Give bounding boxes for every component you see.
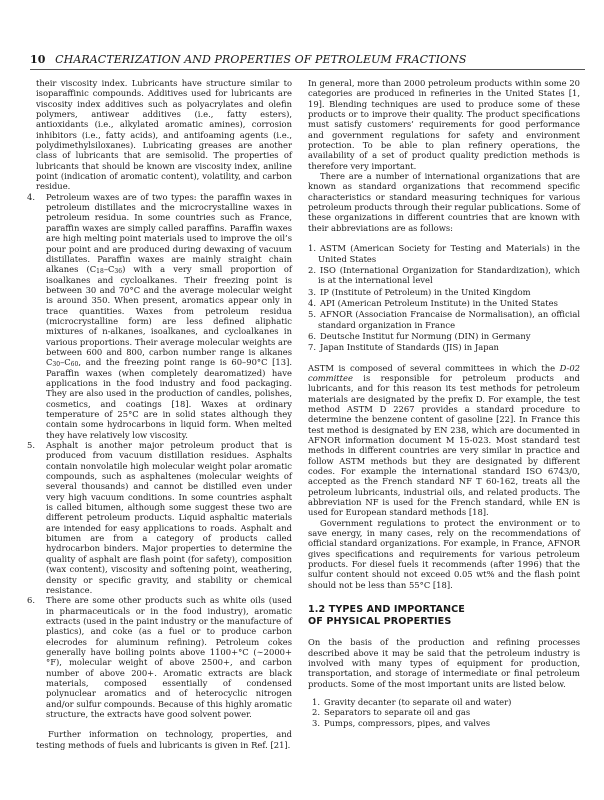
paragraph: In general, more than 2000 petroleum products within some 20 categories are produced in refineries in the United States [1, 19]. Blending techniques are used to produce some of these products or to improve their quality. The product specifications must satisfy customers’ requirements for good performance and government regulations for safety and environment protection. To be able to plan refinery operations, the availability of a set of product quality prediction methods is therefore very important. bbox=[308, 78, 580, 171]
list-item: 6. Deutsche Institut fur Normung (DIN) in Germany bbox=[308, 330, 531, 341]
list-number: 5. bbox=[27, 440, 35, 451]
product-list bbox=[27, 191, 292, 720]
list-number: 6. bbox=[27, 595, 35, 606]
left-column bbox=[27, 78, 292, 760]
list-item: 3. IP (Institute of Petroleum) in the United Kingdom bbox=[308, 286, 531, 297]
list-item bbox=[27, 440, 292, 595]
paragraph: There are a number of international organizations that are known as standard organizations that recommend specific characteristics or standard measuring techniques for various petroleum products through their regular publications. Some of these organizations in different countries that are known with their abbreviations are as follows: bbox=[308, 171, 581, 233]
list-item: 1. ASTM (American Society for Testing and Materials) in the United States bbox=[308, 243, 580, 264]
list-item: 3. Pumps, compressors, pipes, and valves bbox=[312, 717, 490, 728]
list-number: 4. bbox=[27, 191, 35, 202]
right-column bbox=[308, 78, 580, 728]
running-title: CHARACTERIZATION AND PROPERTIES OF PETROLEUM FRACTIONS bbox=[55, 53, 467, 66]
page-number: 10 bbox=[30, 53, 46, 66]
list-item: 4. Petroleum waxes are of two types: the paraffin waxes in petroleum distillates and the microcrystalline waxes in petroleum residua. In some countries such as France, paraffin waxes are simply called paraffins. Paraffin waxes are high melting point materials used to improve the oil’s pour point and are produced during dewaxing of vacuum distillates. Paraffin waxes are mainly straight chain alkanes $(C_{18}-C_{36})$ with a very small proportion of isoalkanes and cycloalkanes. Their freezing point is between 30 and 70°C and the average molecular weight is around 350. When present, aromatics appear only in trace quantities. Waxes from petroleum residua (microcrystalline form) are less defined aliphatic mixtures of n-alkanes, isoalkanes, and cycloalkanes in various proportions. Their average molecular weights are between 600 and 800, carbon number range is alkanes $C_{30}-C_{60}$, and the freezing point range is 60–90°C [13]. Paraffin waxes (when completely dearomatized) have applications in the food industry and food packaging. They are also used in the production of candles, polishes, cosmetics, and coatings [18]. Waxes at ordinary temperature of 25°C are in solid states although they contain some hydrocarbons in liquid form. When melted they have relatively low viscosity. bbox=[27, 191, 292, 440]
header-rule bbox=[30, 69, 585, 70]
list-item: 4. API (American Petroleum Institute) in the United States bbox=[308, 297, 558, 308]
list-item: 2. ISO (International Organization for Standardization), which is at the international level bbox=[308, 264, 580, 286]
lubricants-continuation: their viscosity index. Lubricants have structure similar to isoparaffinic compounds. Additives used for lubricants are viscosity index additives such as polyacrylates and olefin polymers, antiwear additives (i.e., fatty esters), antioxidants (i.e., alkylated aromatic amines), corrosion inhibitors (i.e., fatty acids), and antifoaming agents (i.e., polydimethylsiloxanes). Lubricating greases are another class of lubricants that are semisolid. The properties of lubricants that should be known are viscosity index, aniline point (indication of aromatic content), volatility, and carbon residue. bbox=[36, 78, 292, 192]
running-header bbox=[30, 53, 580, 66]
list-text: There are some other products such as white oils (used in pharmaceuticals or in the food industry), aromatic extracts (used in the paint industry or the manufacture of plastics), and coke (as a fuel or to produce carbon elecrodes for aluminum refining). Petroleum cokes generally have boiling points above 1100+°C (∼2000+°F), molecular weight of above 2500+, and carbon number of above 200+. Aromatic extracts are black materials, composed essentially of condensed polynuclear aromatics and of heterocyclic nitrogen and/or sulfur compounds. Because of this highly aromatic structure, the extracts have good solvent power. bbox=[46, 595, 292, 719]
list-text: Asphalt is another major petroleum product that is produced from vacuum distillation residues. Asphalts contain nonvolatile high molecular weight polar aromatic compounds, such as asphaltenes (molecular weights of several thousands) and cannot be distilled even under very high vacuum conditions. In some countries asphalt is called bitumen, although some suggest these two are different petroleum products. Liquid asphaltic materials are intended for easy applications to roads. Asphalt and bitumen are from a category of products called hydrocarbon binders. Major properties to determine the quality of asphalt are flash point (for safety), composition (wax content), viscosity and softening point, weathering, density or specific gravity, and stability or chemical resistance. bbox=[46, 440, 292, 595]
list-item: 2. Separators to separate oil and gas bbox=[312, 707, 471, 718]
paragraph: ASTM is composed of several committees in which the D-02 committee is responsible for petroleum products and lubricants, and for this reason its test methods for petroleum materials are designated by the prefix D. For example, the test method ASTM D 2267 provides a standard procedure to determine the benzene content of gasoline [22]. In France this test method is designated by EN 238, which are documented in AFNOR information document M 15-023. Most standard test methods in different countries are very similar in practice and follow ASTM methods but they are designated by different codes. For example the international standard ISO 6743/0, accepted as the French standard NF T 60-162, treats all the petroleum lubricants, industrial oils, and related products. The abbreviation NF is used for the French standard, while EN is used for European standard methods [18]. bbox=[308, 362, 580, 518]
closing-paragraph: Further information on technology, properties, and testing methods of fuels and lubricants is given in Ref. [21]. bbox=[36, 729, 292, 750]
section-heading: 1.2 TYPES AND IMPORTANCE OF PHYSICAL PROPERTIES bbox=[308, 604, 465, 627]
units-list bbox=[308, 697, 580, 728]
list-item: 5. AFNOR (Association Francaise de Normalisation), an official standard organization in France bbox=[308, 309, 580, 330]
list-item bbox=[27, 595, 292, 719]
list-item: 1. Gravity decanter (to separate oil and water) bbox=[312, 696, 512, 707]
paragraph: On the basis of the production and refining processes described above it may be said that the petroleum industry is involved with many types of equipment for production, transportation, and storage of intermediate or final petroleum products. Some of the most important units are listed below. bbox=[308, 637, 580, 689]
list-item: 7. Japan Institute of Standards (JIS) in Japan bbox=[308, 342, 499, 353]
standards-organizations-list bbox=[308, 243, 580, 352]
paragraph: Government regulations to protect the environment or to save energy, in many cases, rely on the recommendations of official standard organizations. For example, in France, AFNOR gives specifications and requirements for various petroleum products. For diesel fuels it recommends (after 1996) that the sulfur content should not exceed 0.05 wt% and the flash point should not be less than 55°C [18]. bbox=[308, 517, 580, 590]
